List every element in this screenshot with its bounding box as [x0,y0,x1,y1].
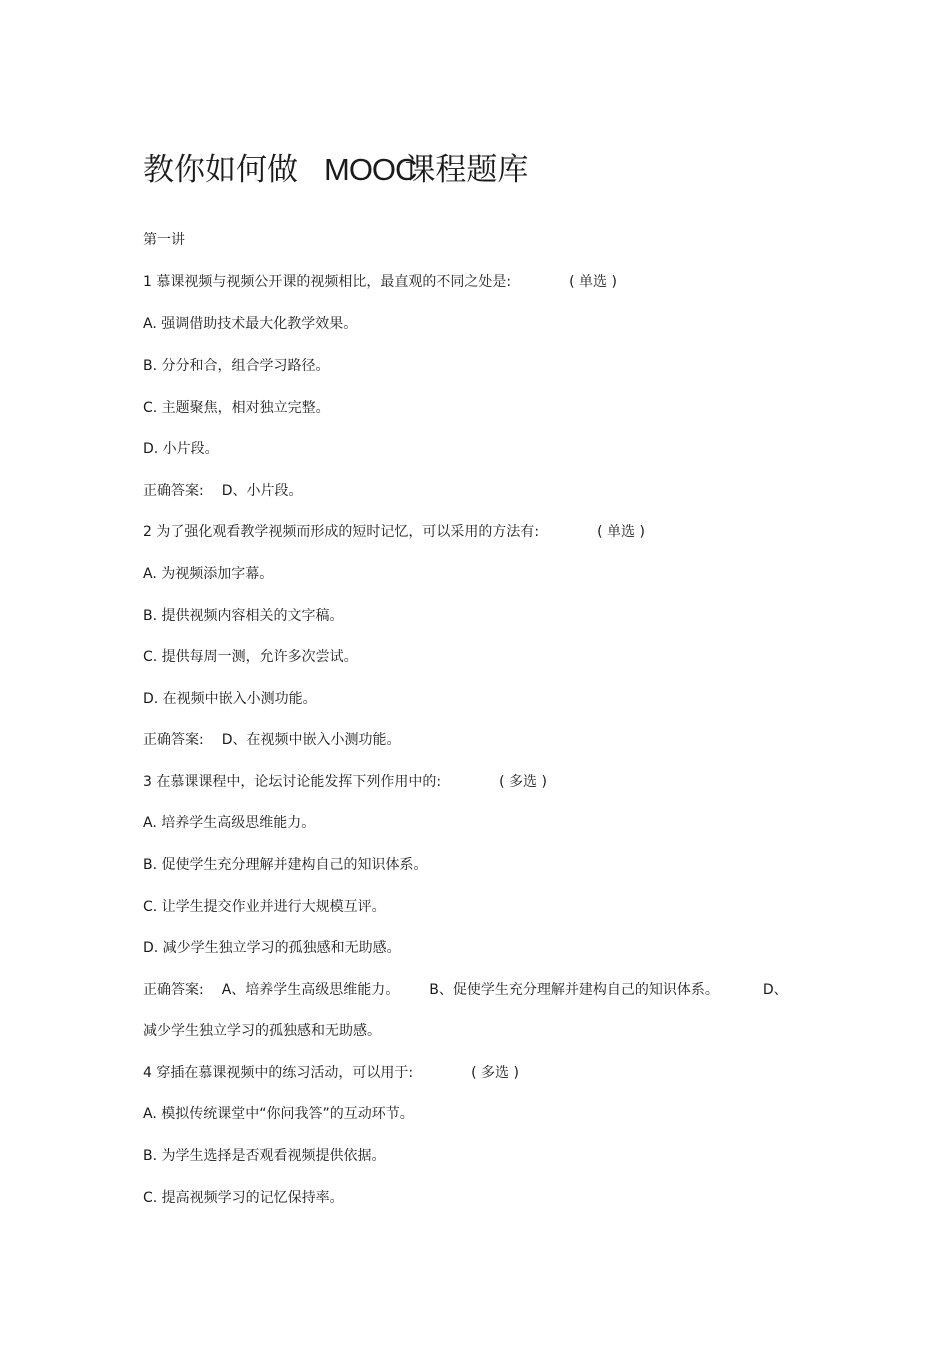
title-part-1: 教你如何做 [143,152,298,188]
answer-text: B、促使学生充分理解并建构自己的知识体系。 [429,982,719,998]
question-4-option-b: B. 为学生选择是否观看视频提供依据。 [143,1148,386,1164]
question-3-option-d: D. 减少学生独立学习的孤独感和无助感。 [143,940,401,956]
question-4-option-a: A. 模拟传统课堂中“你问我答”的互动环节。 [143,1106,414,1122]
question-4-option-c: C. 提高视频学习的记忆保持率。 [143,1190,344,1206]
question-type: ( 单选 ) [569,274,617,290]
question-2-option-c: C. 提供每周一测，允许多次尝试。 [143,649,358,665]
question-3-option-c: C. 让学生提交作业并进行大规模互评。 [143,899,386,915]
answer-label: 正确答案: [143,982,204,998]
question-2-option-d: D. 在视频中嵌入小测功能。 [143,691,317,707]
title-part-3: 课程题库 [404,152,529,188]
question-1-stem [143,272,617,292]
question-1-option-b: B. 分分和合，组合学习路径。 [143,358,330,374]
answer-label: 正确答案: [143,483,204,499]
answer-label: 正确答案: [143,732,204,748]
question-type: ( 多选 ) [471,1065,519,1081]
section-heading: 第一讲 [143,232,185,248]
question-1-option-a: A. 强调借助技术最大化教学效果。 [143,316,358,332]
question-stem-text: 2 为了强化观看教学视频而形成的短时记忆，可以采用的方法有: [143,524,540,540]
question-1-option-c: C. 主题聚焦，相对独立完整。 [143,400,330,416]
question-1-option-d: D. 小片段。 [143,441,219,457]
question-3-answer-continued: 减少学生独立学习的孤独感和无助感。 [143,1023,381,1039]
question-type: ( 单选 ) [597,524,645,540]
question-2-stem [143,522,645,542]
title-part-mooc: MOOC [324,152,417,187]
question-stem-text: 4 穿插在慕课视频中的练习活动，可以用于: [143,1065,414,1081]
question-2-answer [143,730,401,750]
answer-text: D、 [762,982,788,998]
page-title [143,150,528,190]
question-3-stem [143,772,547,792]
answer-text: A、培养学生高级思维能力。 [221,982,400,998]
question-2-option-a: A. 为视频添加字幕。 [143,566,274,582]
question-2-option-b: B. 提供视频内容相关的文字稿。 [143,608,344,624]
question-type: ( 多选 ) [499,774,547,790]
question-4-stem [143,1063,519,1083]
question-1-answer [143,481,303,501]
question-3-option-b: B. 促使学生充分理解并建构自己的知识体系。 [143,857,428,873]
question-3-option-a: A. 培养学生高级思维能力。 [143,815,316,831]
question-stem-text: 3 在慕课课程中，论坛讨论能发挥下列作用中的: [143,774,442,790]
answer-text: D、在视频中嵌入小测功能。 [221,732,401,748]
answer-text: D、小片段。 [221,483,303,499]
question-3-answer [143,980,788,1000]
question-stem-text: 1 慕课视频与视频公开课的视频相比，最直观的不同之处是: [143,274,512,290]
